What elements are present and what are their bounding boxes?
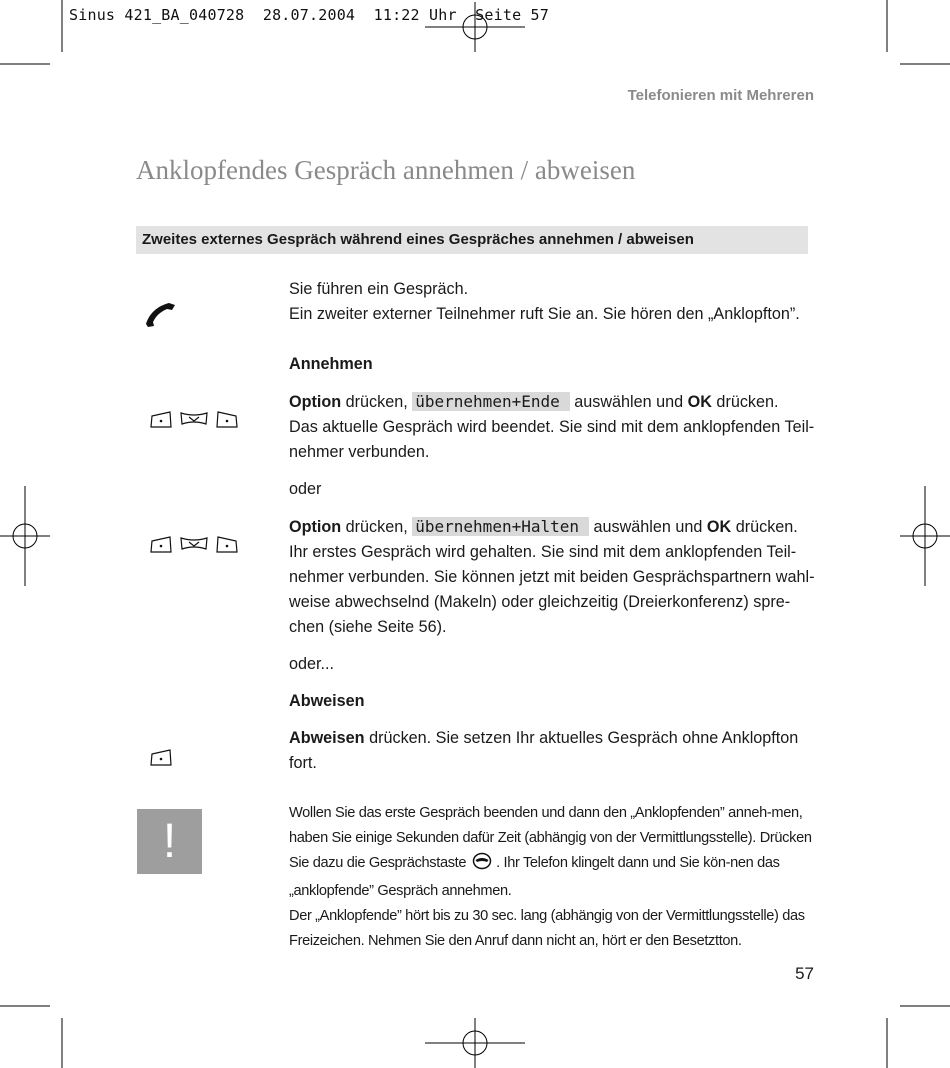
page-number: 57 bbox=[795, 964, 814, 983]
option1-description: Das aktuelle Gespräch wird beendet. Sie sind mit dem anklopfenden Teil-nehmer verbunden. bbox=[289, 418, 815, 461]
softkey-icon bbox=[150, 749, 172, 772]
option1-pre: drücken, bbox=[341, 393, 413, 411]
option2-pre: drücken, bbox=[341, 518, 413, 536]
handset-icon bbox=[143, 300, 177, 333]
running-head: Telefonieren mit Mehreren bbox=[627, 87, 814, 104]
warning-icon: ! bbox=[137, 809, 202, 874]
note-line-a: Wollen Sie das erste Gespräch beenden und dann den „Anklopfenden” anneh-men, haben Sie einige Sekunden dafür Zeit (abhängig von der Vermittlungsstelle). Drücken Sie dazu die Gesprächstaste bbox=[289, 805, 812, 871]
accept-heading: Annehmen bbox=[289, 355, 373, 373]
option1-mid: auswählen und bbox=[569, 393, 688, 411]
reject-text bbox=[289, 726, 817, 776]
reject-description: drücken. Sie setzen Ihr aktuelles Gespräch ohne Anklopfton fort. bbox=[289, 729, 799, 772]
page-title: Anklopfendes Gespräch annehmen / abweisen bbox=[136, 155, 636, 185]
section-heading: Zweites externes Gespräch während eines Gespräches annehmen / abweisen bbox=[136, 226, 808, 254]
option2-mid: auswählen und bbox=[589, 518, 707, 536]
print-header: Sinus 421_BA_040728 28.07.2004 11:22 Uhr Seite 57 bbox=[69, 6, 549, 24]
accept-option-1 bbox=[289, 389, 817, 465]
option2-post: drücken. bbox=[731, 518, 798, 536]
reject-key-label: Abweisen bbox=[289, 729, 365, 747]
softkey-icon bbox=[216, 536, 238, 554]
option1-post: drücken. bbox=[711, 393, 779, 411]
ok-key-label: OK bbox=[706, 518, 732, 536]
display-text-uebernehmen-halten: übernehmen+Halten bbox=[412, 517, 589, 536]
key-sequence-accept-hold bbox=[150, 536, 238, 554]
softkey-icon bbox=[216, 411, 238, 429]
navigation-key-icon bbox=[180, 536, 208, 552]
accept-option-2 bbox=[289, 514, 817, 640]
intro-line-1: Sie führen ein Gespräch. bbox=[289, 280, 469, 298]
option-key-label: Option bbox=[289, 393, 342, 411]
softkey-icon bbox=[150, 536, 172, 554]
or-separator-2: oder... bbox=[289, 655, 334, 673]
option2-description: Ihr erstes Gespräch wird gehalten. Sie sind mit dem anklopfenden Teil-nehmer verbunden. Sie können jetzt mit beiden Gesprächspartnern wahl-weise abwechselnd (Makeln) oder gleichzeitig (Dreierkonferenz) spre-chen (siehe Seite 56). bbox=[289, 543, 815, 636]
call-key-icon bbox=[472, 852, 492, 879]
softkey-icon bbox=[150, 411, 172, 429]
note-line-c: Der „Anklopfende” hört bis zu 30 sec. lang (abhängig von der Vermittlungsstelle) das Freizeichen. Nehmen Sie den Anruf dann nicht an, hört er den Besetztton. bbox=[289, 908, 805, 949]
intro-line-2: Ein zweiter externer Teilnehmer ruft Sie an. Sie hören den „Anklopfton”. bbox=[289, 305, 800, 323]
note-text bbox=[289, 801, 819, 954]
reject-heading: Abweisen bbox=[289, 692, 365, 710]
option-key-label: Option bbox=[289, 518, 342, 536]
key-sequence-accept-end bbox=[150, 411, 238, 429]
or-separator-1: oder bbox=[289, 480, 322, 498]
display-text-uebernehmen-ende: übernehmen+Ende bbox=[412, 392, 570, 411]
ok-key-label: OK bbox=[687, 393, 712, 411]
intro-text bbox=[289, 277, 817, 327]
note-line-b: . Ihr Telefon klingelt dann und Sie kön-nen das „anklopfende” Gespräch annehmen. bbox=[289, 855, 780, 899]
navigation-key-icon bbox=[180, 411, 208, 427]
